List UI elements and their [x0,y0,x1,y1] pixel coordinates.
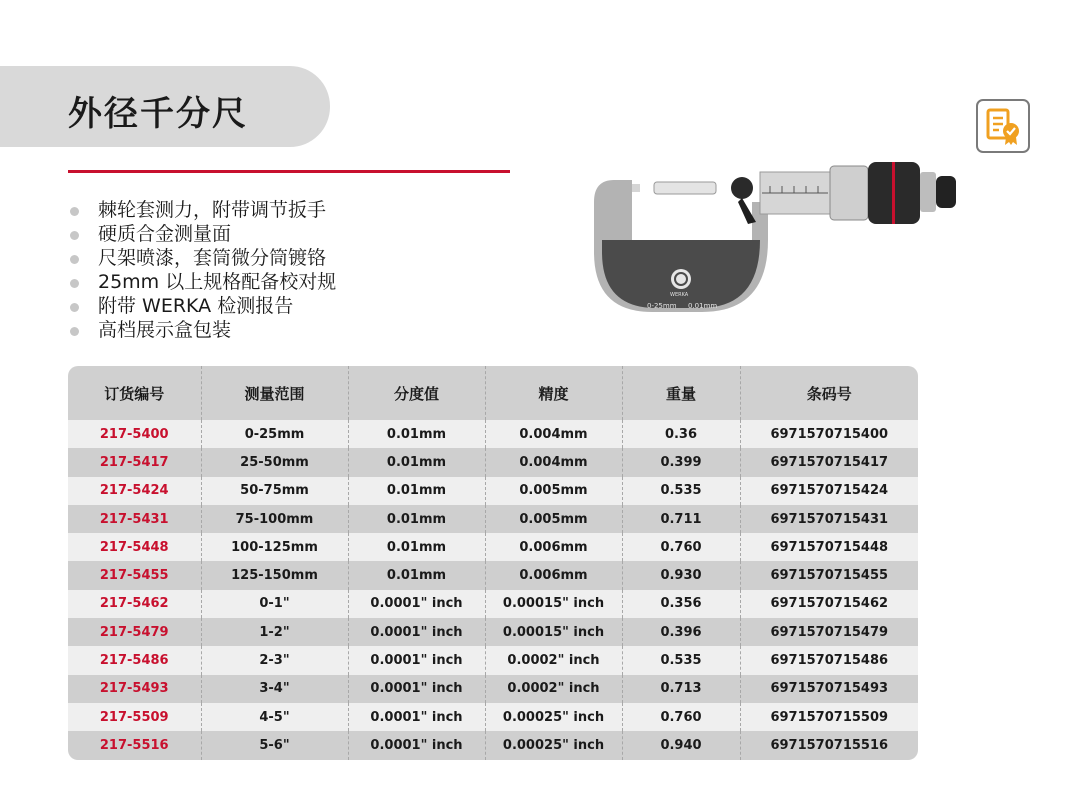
svg-text:0.01mm: 0.01mm [688,302,718,310]
accuracy-cell: 0.00015" inch [485,590,622,618]
weight-cell: 0.760 [622,533,740,561]
barcode-cell: 6971570715462 [740,590,918,618]
svg-text:0-25mm: 0-25mm [647,302,677,310]
accuracy-cell: 0.005mm [485,477,622,505]
accuracy-cell: 0.005mm [485,505,622,533]
order-no-cell: 217-5516 [68,731,201,759]
resolution-cell: 0.0001" inch [348,731,485,759]
range-cell: 75-100mm [201,505,348,533]
table-row [68,505,918,533]
order-no-cell: 217-5493 [68,675,201,703]
range-cell: 100-125mm [201,533,348,561]
table-row [68,618,918,646]
feature-item: 尺架喷漆，套筒微分筒镀铬 [68,246,336,270]
table-row [68,420,918,448]
header-range: 测量范围 [201,366,348,420]
barcode-cell: 6971570715431 [740,505,918,533]
header-resolution: 分度值 [348,366,485,420]
range-cell: 2-3" [201,646,348,674]
weight-cell: 0.535 [622,477,740,505]
feature-item: 附带 WERKA 检测报告 [68,294,336,318]
resolution-cell: 0.0001" inch [348,703,485,731]
table-row [68,533,918,561]
range-cell: 25-50mm [201,448,348,476]
feature-list [68,198,336,342]
barcode-cell: 6971570715479 [740,618,918,646]
barcode-cell: 6971570715400 [740,420,918,448]
order-no-cell: 217-5455 [68,561,201,589]
weight-cell: 0.399 [622,448,740,476]
resolution-cell: 0.0001" inch [348,646,485,674]
weight-cell: 0.396 [622,618,740,646]
range-cell: 0-25mm [201,420,348,448]
range-cell: 0-1" [201,590,348,618]
micrometer-image [592,162,960,322]
feature-item: 高档展示盒包装 [68,318,336,342]
weight-cell: 0.940 [622,731,740,759]
accuracy-cell: 0.0002" inch [485,675,622,703]
table-row [68,731,918,759]
resolution-cell: 0.0001" inch [348,618,485,646]
order-no-cell: 217-5448 [68,533,201,561]
feature-item: 棘轮套测力，附带调节扳手 [68,198,336,222]
order-no-cell: 217-5400 [68,420,201,448]
resolution-cell: 0.01mm [348,505,485,533]
table-row [68,590,918,618]
range-cell: 3-4" [201,675,348,703]
barcode-cell: 6971570715486 [740,646,918,674]
table-row [68,646,918,674]
page-title: 外径千分尺 [68,94,248,134]
order-no-cell: 217-5431 [68,505,201,533]
resolution-cell: 0.01mm [348,420,485,448]
accuracy-cell: 0.00025" inch [485,731,622,759]
header-accuracy: 精度 [485,366,622,420]
order-no-cell: 217-5479 [68,618,201,646]
weight-cell: 0.930 [622,561,740,589]
feature-item: 硬质合金测量面 [68,222,336,246]
barcode-cell: 6971570715509 [740,703,918,731]
resolution-cell: 0.01mm [348,561,485,589]
accuracy-cell: 0.00025" inch [485,703,622,731]
accuracy-cell: 0.004mm [485,420,622,448]
range-cell: 4-5" [201,703,348,731]
range-cell: 1-2" [201,618,348,646]
barcode-cell: 6971570715516 [740,731,918,759]
resolution-cell: 0.01mm [348,533,485,561]
barcode-cell: 6971570715417 [740,448,918,476]
order-no-cell: 217-5509 [68,703,201,731]
accuracy-cell: 0.0002" inch [485,646,622,674]
spec-table [68,366,918,760]
order-no-cell: 217-5462 [68,590,201,618]
feature-item: 25mm 以上规格配备校对规 [68,270,336,294]
range-cell: 5-6" [201,731,348,759]
order-no-cell: 217-5486 [68,646,201,674]
barcode-cell: 6971570715493 [740,675,918,703]
accuracy-cell: 0.006mm [485,561,622,589]
barcode-cell: 6971570715424 [740,477,918,505]
resolution-cell: 0.01mm [348,477,485,505]
resolution-cell: 0.0001" inch [348,590,485,618]
title-underline [68,170,510,173]
accuracy-cell: 0.004mm [485,448,622,476]
header-order-no: 订货编号 [68,366,201,420]
weight-cell: 0.36 [622,420,740,448]
accuracy-cell: 0.006mm [485,533,622,561]
range-cell: 125-150mm [201,561,348,589]
barcode-cell: 6971570715455 [740,561,918,589]
resolution-cell: 0.01mm [348,448,485,476]
order-no-cell: 217-5417 [68,448,201,476]
barcode-cell: 6971570715448 [740,533,918,561]
accuracy-cell: 0.00015" inch [485,618,622,646]
table-row [68,675,918,703]
table-row [68,477,918,505]
table-row [68,703,918,731]
weight-cell: 0.356 [622,590,740,618]
header-weight: 重量 [622,366,740,420]
order-no-cell: 217-5424 [68,477,201,505]
table-row [68,561,918,589]
range-cell: 50-75mm [201,477,348,505]
certificate-check-icon [976,99,1030,153]
weight-cell: 0.713 [622,675,740,703]
resolution-cell: 0.0001" inch [348,675,485,703]
header-barcode: 条码号 [740,366,918,420]
svg-text:WERKA: WERKA [670,292,689,298]
table-row [68,448,918,476]
table-header-row [68,366,918,420]
weight-cell: 0.711 [622,505,740,533]
weight-cell: 0.535 [622,646,740,674]
weight-cell: 0.760 [622,703,740,731]
